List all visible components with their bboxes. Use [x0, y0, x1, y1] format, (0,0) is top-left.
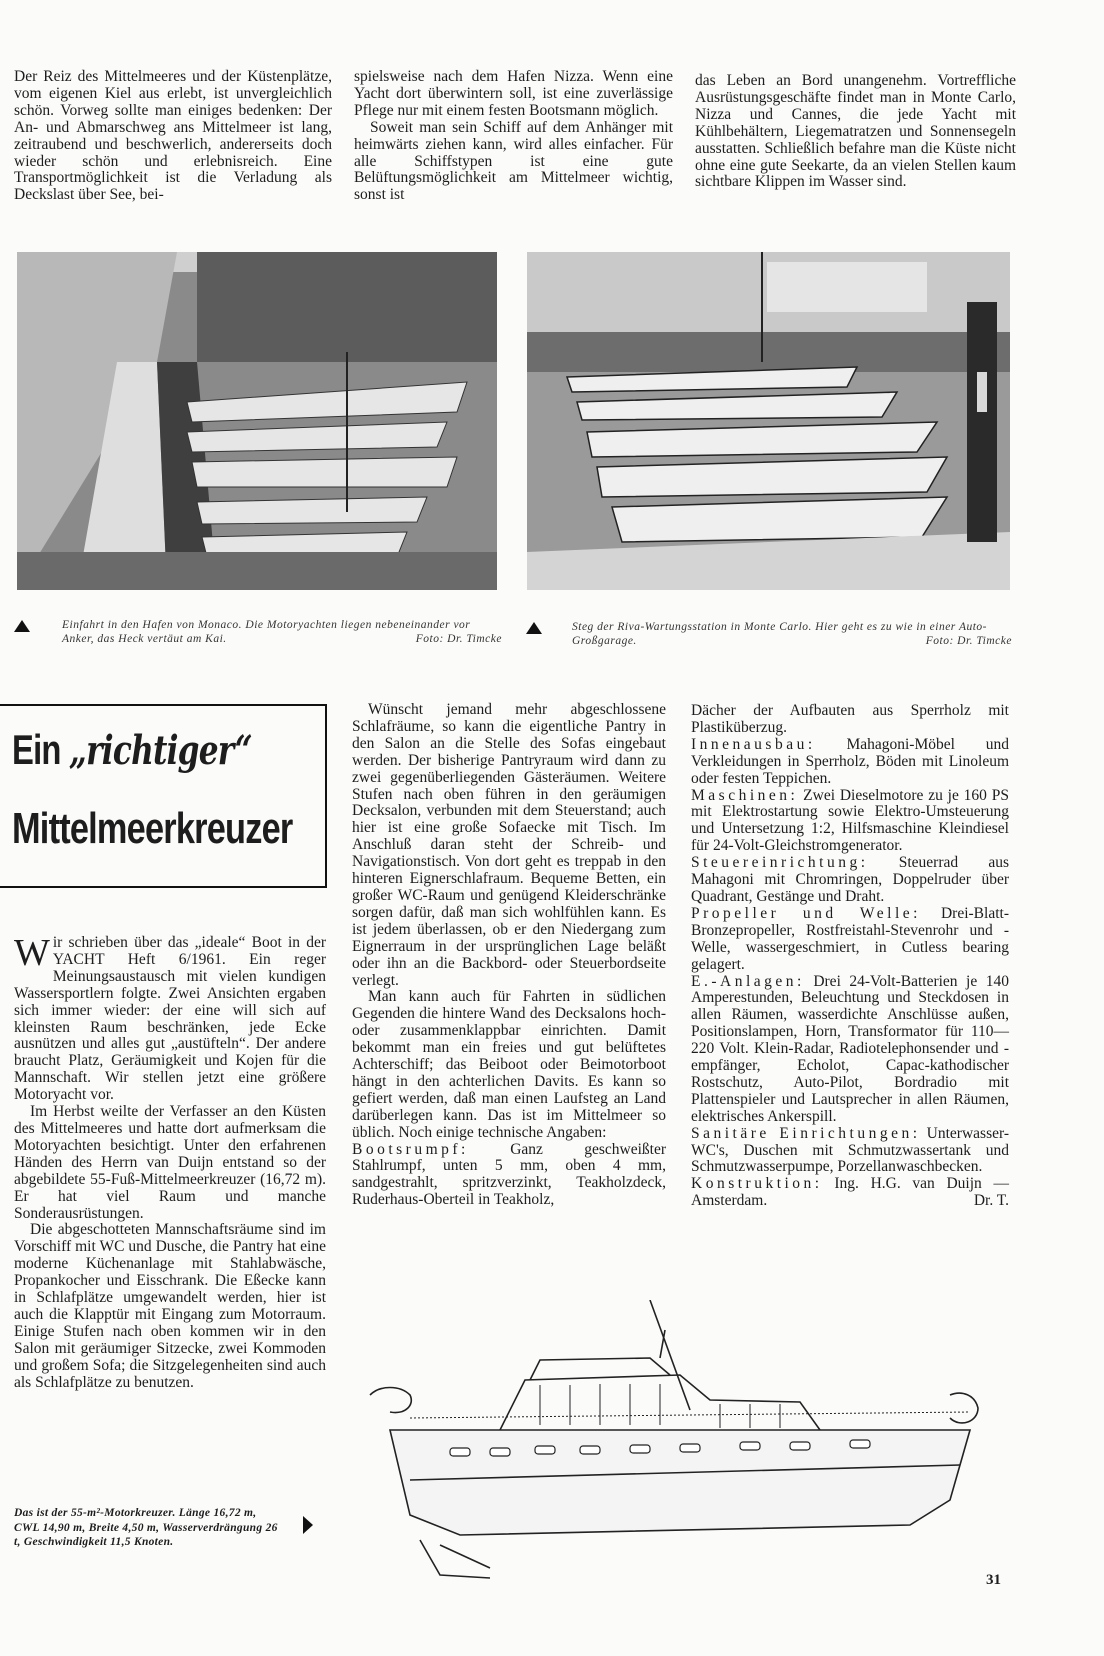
- intro-column-2: [354, 69, 673, 204]
- spec-label: Innenausbau:: [691, 735, 816, 753]
- spec-value: Mahagoni-Möbel und Verkleidungen in Sperrholz, Böden mit Linoleum oder festen Teppichen.: [691, 735, 1009, 787]
- intro-column-3: [695, 73, 1016, 191]
- spec-hull: [352, 1142, 666, 1210]
- intro-text-2a: spielsweise nach dem Hafen Nizza. Wenn eine Yacht dort überwintern soll, ist eine zuverlässige Pflege nur mit einem festen Bootsmann möglich.: [354, 68, 673, 119]
- spec-hull-continued: Dächer der Aufbauten aus Sperrholz mit Plastiküberzug.: [691, 702, 1009, 736]
- article-paragraph: Die abgeschotteten Mannschaftsräume sind im Vorschiff mit WC und Dusche, die Pantry hat eine moderne Küchenanlage mit Stahlabwäsche, Propankocher und Eisschrank. Die Eßecke kann in Schlafplätze umgewandelt werden, hier ist auch die Klapptür mit Eingang zum Motorraum. Einige Stufen nach oben kommen wir in den Salon mit geräumiger Sitzecke, zwei Kommoden und großem Sofa; die Sitzgelegenheiten sind auch als Schlafplätze zu benutzen.: [14, 1221, 326, 1391]
- spec-interior: [691, 737, 1009, 788]
- riva-photo-caption: [572, 620, 1012, 648]
- spec-label: Konstruktion:: [691, 1175, 823, 1193]
- spec-value: Unterwasser-WC's, Duschen mit Schmutzwassertank und Schmutzwasserpumpe, Porzellanwaschbecken.: [691, 1124, 1009, 1176]
- drawing-caption: Das ist der 55-m²-Motorkreuzer. Länge 16,72 m, CWL 14,90 m, Breite 4,50 m, Wasserverdrängung 26 t, Geschwindigkeit 11,5 Knoten.: [14, 1507, 278, 1548]
- spec-label: E.-Anlagen:: [691, 972, 805, 990]
- harbor-photo: [17, 252, 497, 590]
- intro-text-1: Der Reiz des Mittelmeeres und der Küstenplätze, vom eigenen Kiel aus erlebt, ist unvergleichlich schön. Vorweg sollte man einiges bedenken: Der An- und Abmarschweg ans Mittelmeer ist lang, zeitraubend und beschwerlich, andererseits doch wieder schön und erlebnisreich. Eine Transportmöglichkeit ist die Verladung als Deckslast über See, bei-: [14, 68, 332, 204]
- spec-value: Ing. H.G. van Duijn — Amsterdam.: [691, 1175, 1009, 1210]
- harbor-photo-caption: [62, 618, 502, 646]
- spec-value: Zwei Dieselmotore zu je 160 PS mit Elektrostartung sowie Elektro-Umsteuerung und Untersetzung 1:2, Hilfsmaschine Kleindiesel für 24-Volt-Gleichstromgenerator.: [691, 786, 1010, 855]
- spec-construction: [691, 1176, 1009, 1210]
- article-column-1: [14, 932, 326, 1391]
- spec-label: Propeller und Welle:: [691, 904, 921, 922]
- riva-station-photo: [527, 252, 1010, 590]
- riva-station-photo-image: [527, 252, 1010, 590]
- riva-caption-text: Steg der Riva-Wartungsstation in Monte Carlo. Hier geht es zu wie in einer Auto-Großgarage.: [572, 621, 987, 647]
- harbor-caption-text: Einfahrt in den Hafen von Monaco. Die Motoryachten liegen nebeneinander vor Anker, das Heck vertäut am Kai.: [62, 619, 471, 645]
- yacht-profile-drawing: [350, 1300, 1010, 1580]
- page-number: 31: [986, 1572, 1001, 1588]
- intro-text-2b: Soweit man sein Schiff auf dem Anhänger mit heimwärts ziehen kann, wird alles einfacher. Für alle Schiffstypen ist eine gute Belüftungsmöglichkeit am Mittelmeer wichtig, sonst ist: [354, 118, 673, 204]
- article-title-line-2: Mittelmeerkreuzer: [12, 804, 293, 853]
- spec-steering: [691, 855, 1009, 906]
- spec-value: Drei-Blatt-Bronzepropeller, Rostfreistahl-Stevenrohr und -Welle, wassergeschmiert, in Cutless bearing gelagert.: [691, 904, 1009, 973]
- spec-value: Drei 24-Volt-Batterien je 140 Amperestunden, Beleuchtung und Steckdosen in allen Räumen, wasserdichte Anschlüsse außen, Positionslampen, Horn, Transformator für 110—220 Volt. Klein-Radar, Radiotelephonsender und -empfänger, Echolot, Capac-kathodischer Rostschutz, Auto-Pilot, Bordradio mit Plattenspieler und Lautsprecher in allen Räumen, elektrisches Ankerspill.: [691, 972, 1009, 1125]
- spec-value: Ganz geschweißter Stahlrumpf, unten 5 mm, oben 4 mm, sandgestrahlt, spritzverzinkt, Teakholzdeck, Ruderhaus-Oberteil in Teakholz,: [352, 1140, 666, 1209]
- harbor-photo-image: [17, 252, 497, 590]
- drop-cap: W: [14, 932, 50, 974]
- title-word-richtiger: „richtiger“: [68, 727, 252, 774]
- spec-label: Sanitäre Einrichtungen:: [691, 1124, 921, 1142]
- spec-label: Steuereinrichtung:: [691, 854, 869, 872]
- spec-propeller: [691, 906, 1009, 974]
- author-initials: Dr. T.: [973, 1192, 1009, 1210]
- intro-column-1: [14, 69, 332, 204]
- caption-pointer-triangle-icon: [14, 620, 30, 632]
- article-title-line-1: [12, 726, 252, 774]
- caption-pointer-triangle-icon: [526, 622, 542, 634]
- article-column-2: [352, 702, 666, 1209]
- article-paragraph: Man kann auch für Fahrten in südlichen Gegenden die hintere Wand des Decksalons hoch- oder zusammenklappbar einrichten. Damit bekommt man ein freies und gut belüftetes Achterschiff; das Beiboot oder Beimotorboot hängt in den achterlichen Davits. Es kann so gefiert werden, daß man einen Laufsteg an Land darüberlegen kann. Das ist im Mittelmeer so üblich. Noch einige technische Angaben:: [352, 988, 666, 1141]
- lead-text: ir schrieben über das „ideale“ Boot in der YACHT Heft 6/1961. Ein reger Meinungsaustausch mit vielen kundigen Wassersportlern folgte. Zwei Ansichten ergaben sich immer wieder: der eine will sich auf kleinsten Raum beschränken, jede Ecke ausnützen und alles gut „austüfteln“. Der andere braucht Platz, Geräumigkeit und Kojen für die Mannschaft. Wir stellen jetzt eine größere Motoryacht vor.: [14, 934, 326, 1104]
- article-title-box: [0, 704, 327, 888]
- intro-text-3: das Leben an Bord unangenehm. Vortreffliche Ausrüstungsgeschäfte findet man in Monte Carlo, Nizza und Cannes, die jede Yacht mit Kühlbehältern, Liegematratzen und Sonnensegeln ausstatten. Schließlich befahre man die Küste nicht ohne eine gute Seekarte, da an vielen Stellen kaum sichtbare Klippen im Wasser sind.: [695, 72, 1016, 191]
- riva-photo-credit: Foto: Dr. Timcke: [925, 635, 1012, 647]
- article-lead-paragraph: [14, 932, 326, 1104]
- harbor-photo-credit: Foto: Dr. Timcke: [415, 633, 502, 645]
- spec-label: Bootsrumpf:: [352, 1140, 469, 1158]
- article-paragraph: Wünscht jemand mehr abgeschlossene Schlafräume, so kann die eigentliche Pantry in den Salon an die Stelle des Sofas eingebaut werden. Der bisherige Pantryraum wird dann zu zwei gegenüberliegenden Gästeräumen. Weitere Stufen nach oben führen in den geräumigen Decksalon, verbunden mit dem Steuerstand; auch hier ist eine große Sofaecke mit Tisch. Im Anschluß daran steht der Schreib- und Navigationstisch. Von dort geht es treppab in den hinteren Eignerschlafraum. Bequeme Betten, ein großer WC-Raum und genügend Kleiderschränke sorgen dafür, daß man sich wohlfühlen kann. Es ist jedem überlassen, ob er den Niedergang zum Eignerraum in der ursprünglichen Lage beläßt oder ihn an die Backbord- oder Steuerbordseite verlegt.: [352, 701, 666, 989]
- caption-pointer-arrow-icon: [303, 1516, 313, 1534]
- spec-electrical: [691, 974, 1009, 1126]
- spec-sanitary: [691, 1126, 1009, 1177]
- spec-engines: [691, 788, 1009, 856]
- title-word-ein: Ein: [12, 726, 61, 773]
- spec-label: Maschinen:: [691, 786, 799, 804]
- article-column-3: [691, 703, 1009, 1210]
- article-paragraph: Im Herbst weilte der Verfasser an den Küsten des Mittelmeeres und hatte dort aufmerksam die Motoryachten besichtigt. Unter den erfahrenen Händen des Herrn van Duijn entstand so der abgebildete 55-Fuß-Mittelmeerkreuzer (16,72 m). Er hat viel Raum und manche Sonderausrüstungen.: [14, 1103, 326, 1222]
- spec-value: Steuerrad aus Mahagoni mit Chromringen, Doppelruder über Quadrant, Gestänge und Draht.: [691, 854, 1009, 905]
